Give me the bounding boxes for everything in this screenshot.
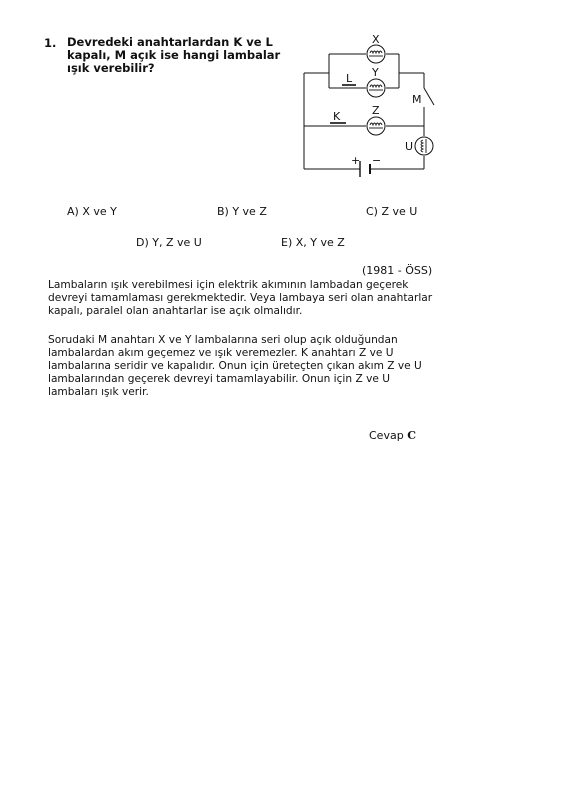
lamp-label-u: U: [405, 140, 414, 153]
lamp-u: [415, 137, 433, 155]
switch-label-k: K: [333, 110, 341, 123]
battery-minus: −: [372, 154, 382, 167]
switch-label-m: M: [412, 93, 422, 106]
lamp-x: [367, 45, 385, 63]
circuit-diagram: [290, 30, 450, 180]
option-b: B) Y ve Z: [217, 205, 267, 218]
switch-label-l: L: [346, 72, 353, 85]
switch-m: [424, 88, 434, 105]
lamp-label-x: X: [372, 33, 380, 46]
source-note: (1981 - ÖSS): [362, 264, 433, 277]
explanation-paragraph-1: Lambaların ışık verebilmesi için elektrik akımının lambadan geçerek devreyi tamamlaması gerekmektedir. Veya lambaya seri olan anahtarlar kapalı, paralel olan anahtarlar ise açık olmalıdır.: [48, 279, 433, 317]
battery-plus: +: [351, 154, 361, 167]
option-a: A) X ve Y: [67, 205, 117, 218]
answer-label: Cevap: [369, 429, 404, 442]
lamp-label-z: Z: [372, 104, 380, 117]
option-e: E) X, Y ve Z: [281, 236, 345, 249]
question-number: 1.: [44, 36, 57, 50]
question-text: Devredeki anahtarlardan K ve L kapalı, M açık ise hangi lambalar ışık verebilir?: [67, 35, 281, 75]
lamp-label-y: Y: [372, 66, 379, 79]
answer-value: C: [407, 429, 416, 442]
option-d: D) Y, Z ve U: [136, 236, 202, 249]
lamp-z: [367, 117, 385, 135]
lamp-y: [367, 79, 385, 97]
answer: [369, 429, 416, 442]
option-c: C) Z ve U: [366, 205, 418, 218]
explanation-paragraph-2: Sorudaki M anahtarı X ve Y lambalarına seri olup açık olduğundan lambalardan akım geçemez ve ışık veremezler. K anahtarı Z ve U lambalarına seridir ve kapalıdır. Onun için üreteçten çıkan akım Z ve U lambalarından geçerek devreyi tamamlayabilir. Onun için Z ve U lambaları ışık verir.: [48, 334, 422, 398]
